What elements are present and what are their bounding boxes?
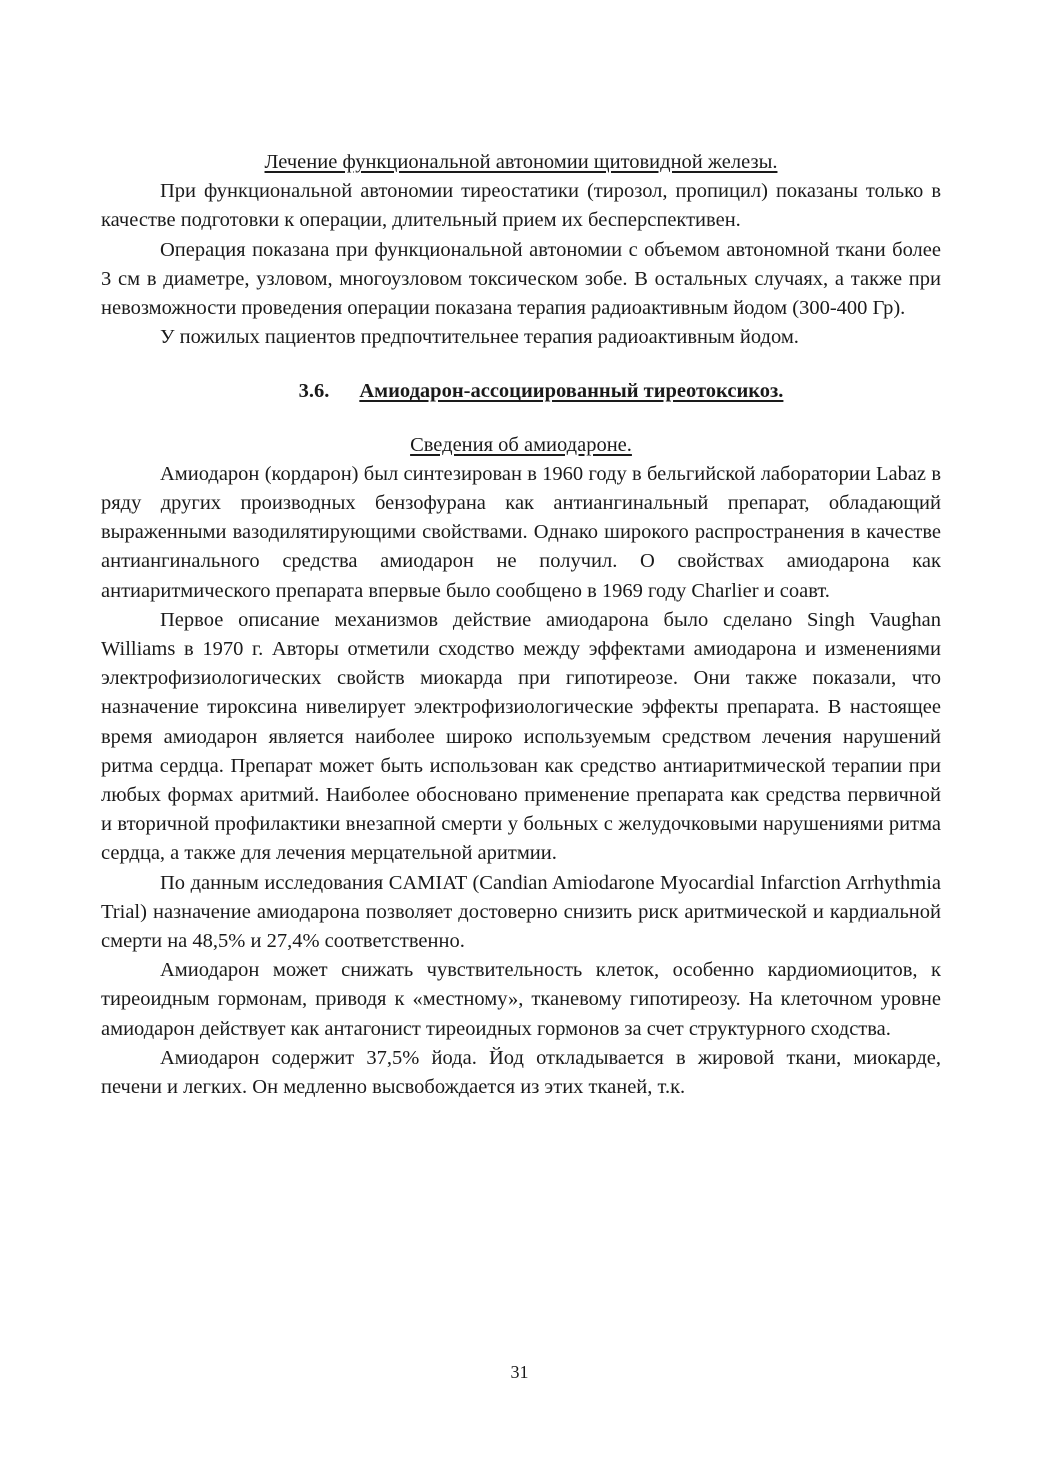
paragraph: Амиодарон может снижать чувствительность клеток, особенно кардиомиоцитов, к тиреоидным гормонам, приводя к «местному», тканевому гипотиреозу. На клеточном уровне амиодарон действует как антагонист тиреоидных гормонов за счет структурного сходства. [101,959,941,1040]
section-title-text: Амиодарон-ассоциированный тиреотоксикоз. [359,380,784,403]
document-page [101,148,941,1102]
page-number: 31 [510,1362,529,1382]
paragraph: Операция показана при функциональной автономии с объемом автономной ткани более 3 см в диаметре, узловом, многоузловом токсическом зобе. В остальных случаях, а также при невозможности проведения операции показана терапия радиоактивным йодом (300-400 Гр). [101,238,941,320]
paragraph: При функциональной автономии тиреостатики (тирозол, пропицил) показаны только в качестве подготовки к операции, длительный прием их бесперспективен. [101,180,941,232]
paragraph: Амиодарон содержит 37,5% йода. Йод откладывается в жировой ткани, миокарде, печени и легких. Он медленно высвобождается из этих тканей, т.к. [101,1046,941,1099]
paragraph: Первое описание механизмов действие амиодарона было сделано Singh Vaughan Williams в 1970 г. Авторы отметили сходство между эффектами амиодарона и изменениями электрофизиологических свойств миокарда при гипотиреозе. Они также показали, что назначение тироксина нивелирует электрофизиологические эффекты препарата. В настоящее время амиодарон является наиболее широко используемым средством лечения нарушений ритма сердца. Препарат может быть использован как средство антиаритмической терапии при любых формах аритмий. Наиболее обосновано применение препарата как средства первичной и вторичной профилактики внезапной смерти у больных с желудочковыми нарушениями ритма сердца, а также для лечения мерцательной аритмии. [101,608,941,865]
treatment-heading: Лечение функциональной автономии щитовидной железы. [264,151,778,173]
subsection-heading: Сведения об амиодароне. [410,433,632,456]
section-number: 3.6. [298,380,330,403]
paragraph: По данным исследования CAMIAT (Candian Amiodarone Myocardial Infarction Arrhythmia Trial) назначение амиодарона позволяет достоверно снизить риск аритмической и кардиальной смерти на 48,5% и 27,4% соответственно. [101,871,941,953]
paragraph: Амиодарон (кордарон) был синтезирован в 1960 году в бельгийской лаборатории Labaz в ряду других производных бензофурана как антиангинальный препарат, обладающий выраженными вазодилятирующими свойствами. Однако широкого распространения в качестве антиангинального средства амиодарон не получил. О свойствах амиодарона как антиаритмического препарата впервые было сообщено в 1969 году Charlier и соавт. [101,462,941,602]
section-title [101,377,941,406]
paragraph: У пожилых пациентов предпочтительнее терапия радиоактивным йодом. [160,326,799,349]
